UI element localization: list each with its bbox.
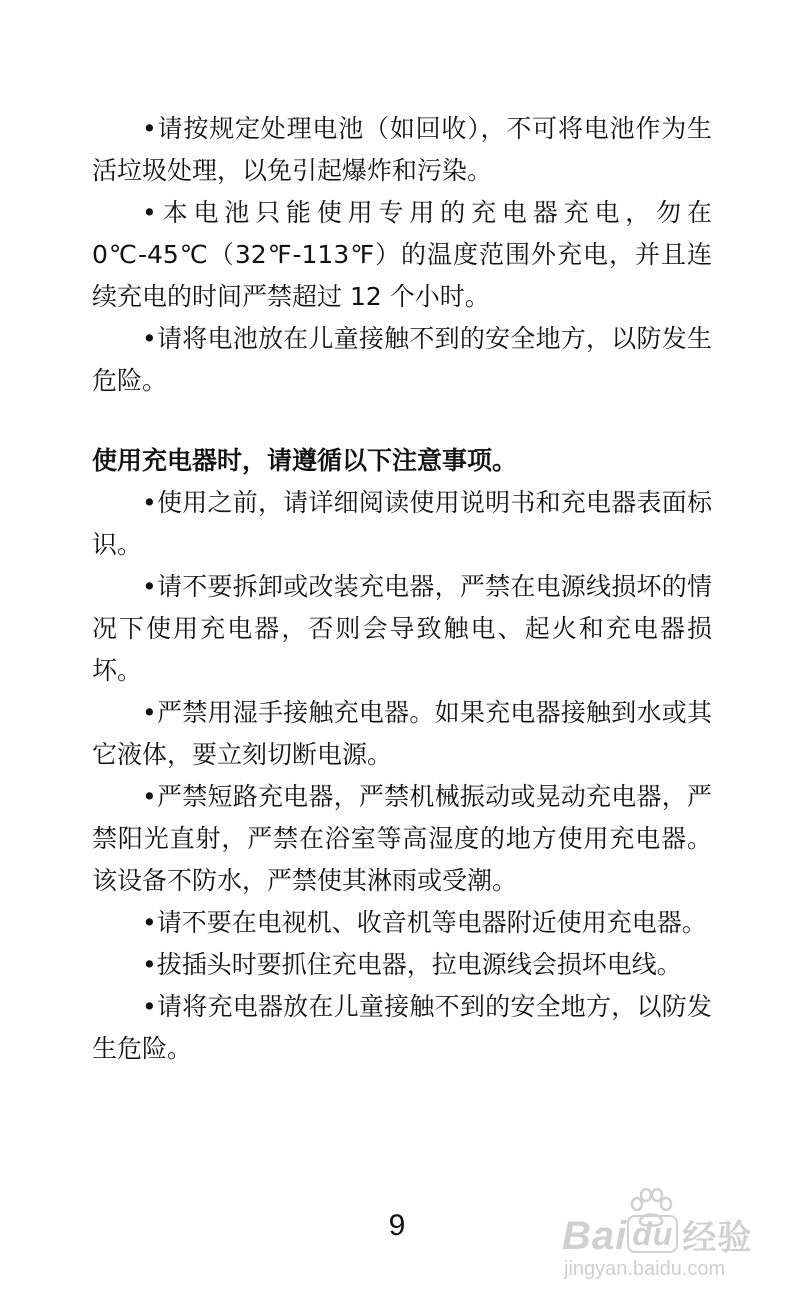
watermark-brand-left: Bai bbox=[562, 1214, 628, 1258]
battery-disposal-paragraph: •请按规定处理电池（如回收），不可将电池作为生活垃圾处理，以免引起爆炸和污染。 bbox=[92, 114, 712, 185]
charger-read-manual-paragraph: •使用之前，请详细阅读使用说明书和充电器表面标识。 bbox=[92, 488, 712, 559]
charger-section-heading: 使用充电器时，请遵循以下注意事项。 bbox=[92, 446, 518, 475]
charger-appliances-paragraph: •请不要在电视机、收音机等电器附近使用充电器。 bbox=[142, 908, 707, 937]
charger-unplug-paragraph: •拔插头时要抓住充电器，拉电源线会损坏电线。 bbox=[142, 950, 682, 979]
battery-charging-paragraph: •本电池只能使用专用的充电器充电，勿在 0℃-45℃（32℉-113℉）的温度范围外充电，并且连续充电的时间严禁超过 12 个小时。 bbox=[92, 198, 712, 311]
page-content bbox=[92, 108, 712, 1070]
charger-child-safety-paragraph: •请将充电器放在儿童接触不到的安全地方，以防发生危险。 bbox=[92, 992, 712, 1063]
watermark-brand bbox=[562, 1210, 752, 1259]
baidu-jingyan-watermark bbox=[562, 1188, 782, 1298]
watermark-url: jingyan.baidu.com bbox=[564, 1258, 726, 1280]
watermark-brand-box: du bbox=[627, 1215, 678, 1253]
charger-wet-hands-paragraph: •严禁用湿手接触充电器。如果充电器接触到水或其它液体，要立刻切断电源。 bbox=[92, 698, 712, 769]
page-number: 9 bbox=[388, 1209, 406, 1242]
battery-child-safety-paragraph: •请将电池放在儿童接触不到的安全地方，以防发生危险。 bbox=[92, 324, 712, 395]
charger-short-circuit-paragraph: •严禁短路充电器，严禁机械振动或晃动充电器，严禁阳光直射，严禁在浴室等高湿度的地方使用充电器。该设备不防水，严禁使其淋雨或受潮。 bbox=[92, 782, 712, 895]
charger-no-disassembly-paragraph: •请不要拆卸或改装充电器，严禁在电源线损坏的情况下使用充电器，否则会导致触电、起火和充电器损坏。 bbox=[92, 572, 712, 685]
watermark-brand-right: 经验 bbox=[682, 1218, 753, 1258]
